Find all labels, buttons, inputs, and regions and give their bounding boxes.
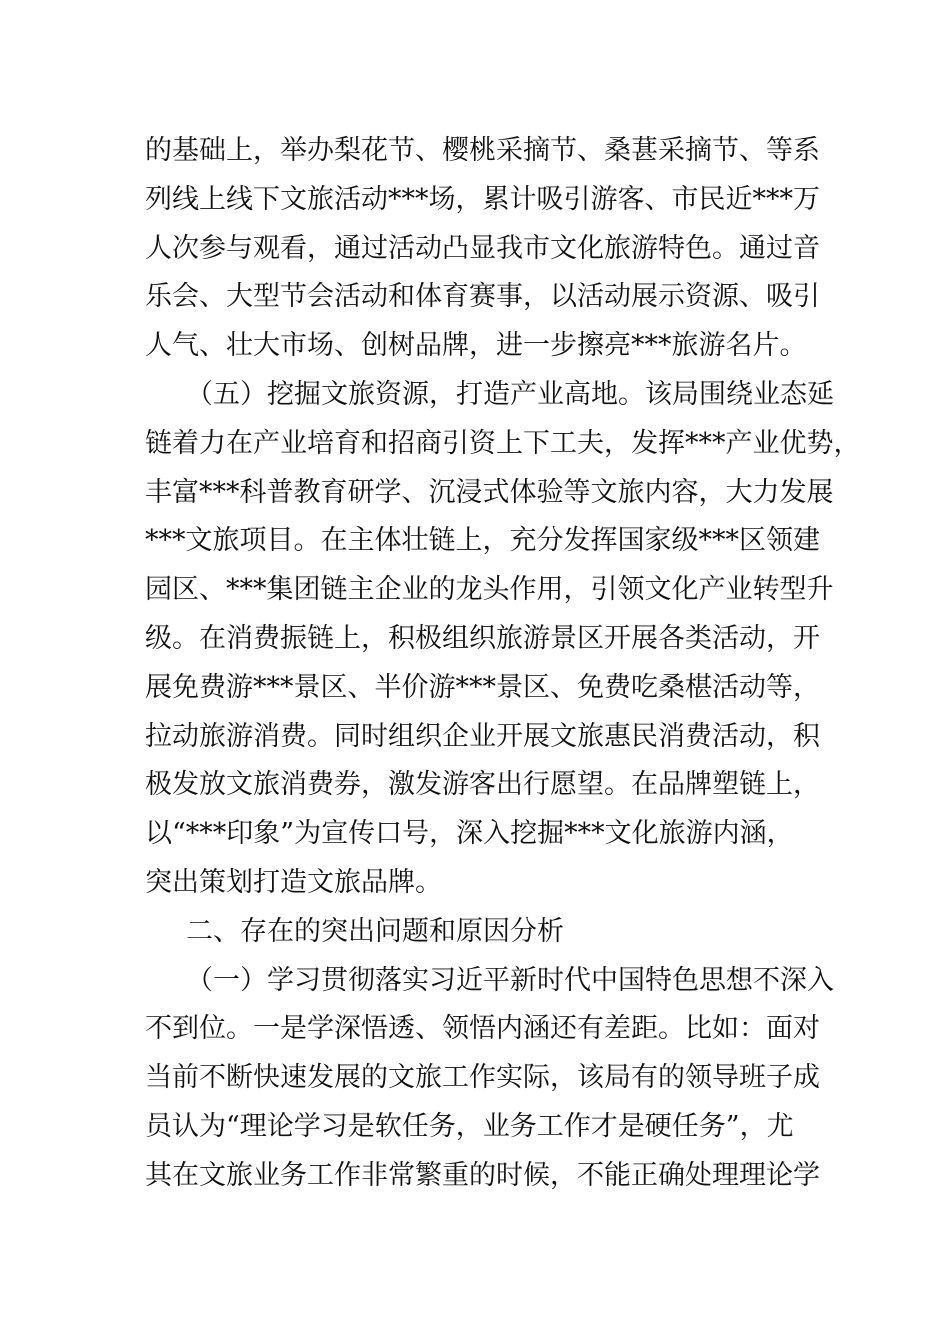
text-line: 园区、***集团链主企业的龙头作用，引领文化产业转型升 [145,574,834,606]
text-line: 级。在消费振链上，积极组织旅游景区开展各类活动，开 [145,622,820,654]
chapter-heading: 二、存在的突出问题和原因分析 [186,915,564,947]
text-line: 当前不断快速发展的文旅工作实际，该局有的领导班子成 [145,1062,820,1094]
text-line: 员认为“理论学习是软任务，业务工作才是硬任务”，尤 [145,1110,794,1142]
section-heading-line: （一）学习贯彻落实习近平新时代中国特色思想不深入 [186,964,834,996]
text-line: 拉动旅游消费。同时组织企业开展文旅惠民消费活动，积 [145,720,820,752]
text-line: 突出策划打造文旅品牌。 [145,866,442,898]
text-line: 丰富***科普教育研学、沉浸式体验等文旅内容，大力发展 [145,476,834,508]
text-line: 人气、壮大市场、创树品牌，进一步擦亮***旅游名片。 [145,330,807,362]
document-body [145,127,861,1201]
text-line: 人次参与观看，通过活动凸显我市文化旅游特色。通过音 [145,232,820,264]
text-line: 列线上线下文旅活动***场，累计吸引游客、市民近***万 [145,183,820,215]
text-line: 链着力在产业培育和招商引资上下工夫，发挥***产业优势， [145,427,861,459]
text-line: ***文旅项目。在主体壮链上，充分发挥国家级***区领建 [145,525,820,557]
section-heading-line: （五）挖掘文旅资源，打造产业高地。该局围绕业态延 [186,378,834,410]
text-line: 其在文旅业务工作非常繁重的时候，不能正确处理理论学 [145,1159,820,1191]
text-line: 极发放文旅消费券，激发游客出行愿望。在品牌塑链上， [145,769,820,801]
text-line: 乐会、大型节会活动和体育赛事，以活动展示资源、吸引 [145,281,820,313]
text-line: 的基础上，举办梨花节、樱桃采摘节、桑葚采摘节、等系 [145,135,820,166]
text-line: 不到位。一是学深悟透、领悟内涵还有差距。比如：面对 [145,1013,820,1045]
text-line: 展免费游***景区、半价游***景区、免费吃桑椹活动等， [145,671,820,703]
text-line: 以“***印象”为宣传口号，深入挖掘***文化旅游内涵， [145,818,794,850]
